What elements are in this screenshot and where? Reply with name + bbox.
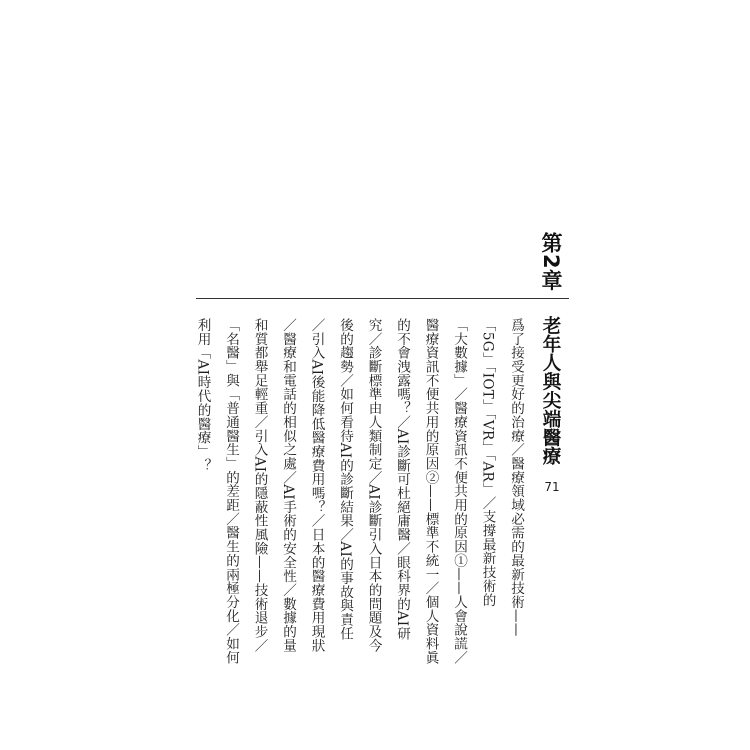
toc-line: 爲了接受更好的治療／醫療領域必需的最新技術—— xyxy=(508,318,524,637)
toc-line: 和質都舉足輕重／引入AI的隱蔽性風險——技術退步／ xyxy=(251,318,268,653)
toc-line: 「大數據」／醫療資訊不便共用的原因①——人會說謊／ xyxy=(451,318,467,665)
toc-line: 醫療資訊不便共用的原因②——標準不統一／個人資料眞 xyxy=(422,318,439,665)
chapter-divider-rule xyxy=(196,298,569,299)
toc-body xyxy=(194,318,530,665)
chapter-label: 第2章 xyxy=(539,232,563,292)
toc-line: 「5G」「IOT」「VR」「AR」／支撐最新技術的 xyxy=(479,318,496,607)
section-page-number: 71 xyxy=(544,480,560,494)
toc-line: 的不會洩露嗎？／AI診斷可杜絕庸醫／眼科界的AI研 xyxy=(394,318,410,641)
toc-line: 後的趨勢／如何看待AI的診斷結果／AI的事故與責任 xyxy=(337,318,353,641)
toc-line: 究／診斷標準由人類制定／AI診斷引入日本的問題及今 xyxy=(365,318,382,653)
toc-line: ／引入AI後能降低醫療費用嗎？／日本的醫療費用現狀 xyxy=(308,318,325,653)
toc-line: ／醫療和電話的相似之處／AI手術的安全性／數據的量 xyxy=(280,318,296,653)
toc-line: 利用「AI時代的醫療」？ xyxy=(194,318,211,473)
section-title: 老年人與尖端醫療 xyxy=(540,316,561,466)
toc-line: 「名醫」與「普通醫生」的差距／醫生的兩極分化／如何 xyxy=(223,318,239,665)
